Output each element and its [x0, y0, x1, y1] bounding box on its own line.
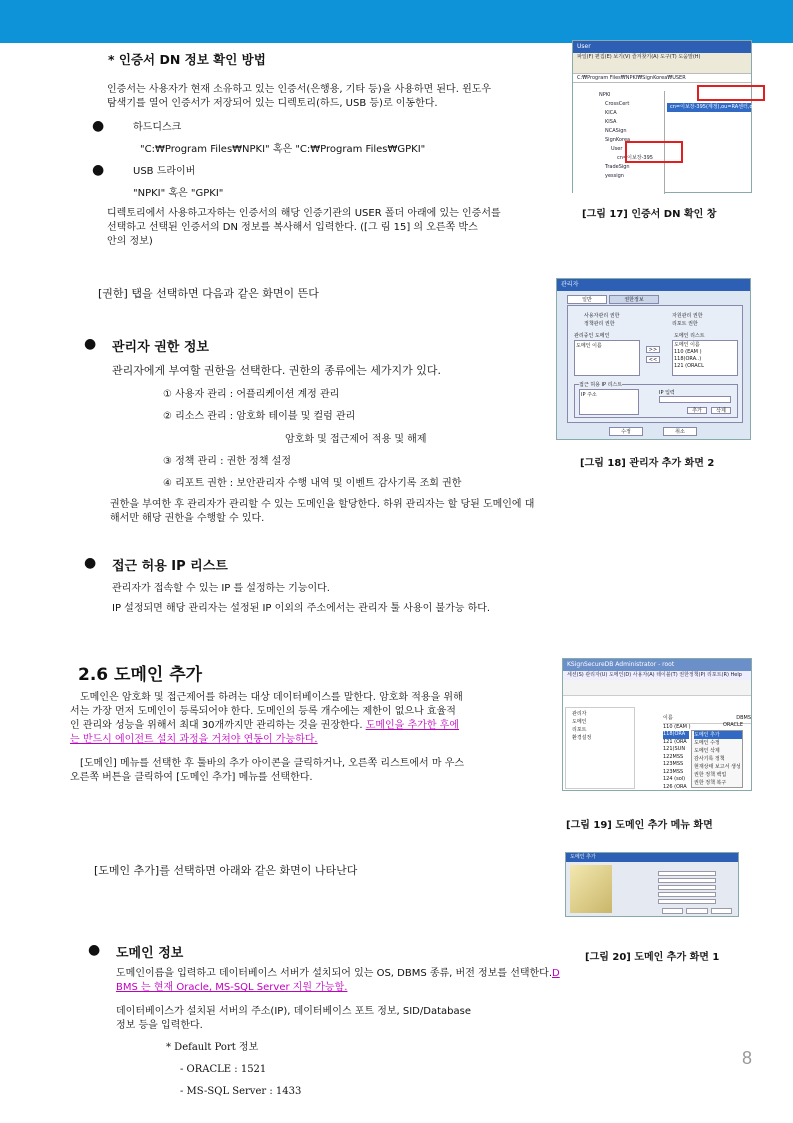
tree-item-admin[interactable]: 관리자	[572, 711, 587, 717]
tab-permission[interactable]: 권한정보	[609, 295, 659, 304]
list-item[interactable]: 110 (EAM )	[674, 349, 702, 355]
bullet-icon: ●	[92, 162, 105, 178]
check-resource-admin[interactable]: 자원관리 권한	[672, 313, 703, 319]
highlight-box	[697, 85, 765, 101]
dialog-illustration	[570, 865, 612, 913]
tree-item: User	[611, 146, 623, 152]
dn-section-title: * 인증서 DN 정보 확인 방법	[108, 52, 266, 67]
dbms-value: ORACLE	[723, 722, 743, 728]
domain-para1-line3-text: 인 관리와 성능을 위해서 최대 30개까지만 관리하는 것을 권장한다.	[70, 720, 363, 731]
tree-item: TradeSign	[605, 164, 630, 170]
table-row[interactable]: 110 (EAM )	[663, 723, 691, 730]
dn-para2-line3: 안의 정보)	[107, 236, 153, 247]
perm-para-line1: 권한을 부여한 후 관리자가 관리할 수 있는 도메인을 할당한다. 하위 관리자는 할 당된 도메인에 대	[110, 499, 535, 510]
perm-item-2: ② 리소스 관리 : 암호화 테이블 및 컬럼 관리	[163, 411, 356, 422]
domain-para1-line1: 도메인은 암호화 및 접근제어를 하려는 대상 데이터베이스를 말한다. 암호화 적용을 위해	[80, 692, 463, 703]
tree-item: NPKI	[599, 92, 611, 98]
tree-item-domain[interactable]: 도메인	[572, 719, 587, 725]
table-row[interactable]: 121(SUN	[663, 746, 686, 752]
dn-para2-line1: 디렉토리에서 사용하고자하는 인증서의 해당 인증기관의 USER 폴더 아래에 있는 인증서를	[107, 208, 501, 219]
dn-item-harddisk: 하드디스크	[133, 122, 182, 133]
managed-domain-list[interactable]	[574, 340, 640, 376]
tree-item-report[interactable]: 리포트	[572, 727, 587, 733]
column-header: 도메인 이름	[576, 343, 602, 349]
bullet-icon: ●	[84, 336, 97, 352]
admin-tab-line: [권한] 탭을 선택하면 다음과 같은 화면이 뜬다	[98, 287, 319, 300]
section-number: 2.6	[78, 665, 109, 685]
dn-item-usb: USB 드라이버	[133, 166, 196, 177]
form-field[interactable]	[658, 878, 716, 883]
toolbar	[563, 680, 751, 696]
dialog-button[interactable]	[711, 908, 732, 914]
modify-button[interactable]: 수정	[609, 427, 643, 436]
table-row[interactable]: 121 (ORA	[663, 738, 687, 745]
ip-input[interactable]	[659, 396, 731, 403]
menu-bar: 세션(S) 관리자(U) 도메인(D) 사용자(A) 테이블(T) 권한정책(P) 리포트(R) Help	[563, 671, 751, 680]
page-number: 8	[742, 1048, 753, 1068]
toolbar	[573, 62, 751, 74]
ctx-delete-domain[interactable]: 도메인 삭제	[694, 748, 720, 754]
figure-18-caption: [그림 18] 관리자 추가 화면 2	[580, 458, 715, 469]
form-field[interactable]	[658, 892, 716, 897]
dominfo-line3: 데이터베이스가 설치된 서버의 주소(IP), 데이터베이스 포트 정보, SID/Database	[116, 1006, 471, 1017]
figure-19-caption: [그림 19] 도메인 추가 메뉴 화면	[566, 820, 713, 831]
dn-item-harddisk-path: "C:₩Program Files₩NPKI" 혹은 "C:₩Program Files₩GPKI"	[140, 144, 426, 155]
ip-line2: IP 설정되면 해당 관리자는 설정된 IP 이외의 주소에서는 관리자 툴 사용이 불가능 하다.	[112, 603, 491, 614]
dn-para1-line1: 인증서는 사용자가 현재 소유하고 있는 인증서(은행용, 기타 등)을 사용하면 된다. 윈도우	[107, 84, 492, 95]
window-title: 관리자	[557, 279, 750, 291]
move-left-button[interactable]: <<	[646, 356, 660, 363]
default-port-mssql: - MS-SQL Server : 1433	[180, 1086, 302, 1097]
selected-file: cn=이보장-395(계정),ou=RA센터,ou=...	[667, 103, 751, 112]
ctx-edit-domain[interactable]: 도메인 수정	[694, 740, 720, 746]
form-field[interactable]	[658, 885, 716, 890]
form-field[interactable]	[658, 899, 716, 904]
ctx-add-domain[interactable]: 도메인 추가	[694, 731, 742, 739]
tree-item: SignKorea	[605, 137, 631, 143]
agent-install-note-cont: 는 반드시 에이전트 설치 과정을 거쳐야 연동이 가능하다.	[70, 734, 318, 745]
col-dbms: DBMS	[736, 715, 751, 721]
add-button[interactable]: 추가	[687, 407, 707, 414]
dominfo-line1	[116, 966, 560, 981]
bullet-icon: ●	[92, 118, 105, 134]
move-right-button[interactable]: >>	[646, 346, 660, 353]
table-row[interactable]: 122MSS	[663, 753, 684, 760]
table-row[interactable]: 124 (sol)	[663, 776, 686, 782]
figure-17-caption: [그림 17] 인증서 DN 확인 창	[582, 209, 717, 220]
tree-item: KICA	[605, 110, 617, 116]
section-title: 도메인 추가	[114, 665, 203, 685]
perm-item-3: ③ 정책 관리 : 권한 정책 설정	[163, 456, 292, 467]
domain-para2-line2: 오른쪽 버튼을 클릭하여 [도메인 추가] 메뉴를 선택한다.	[70, 772, 313, 783]
ip-list-label: 접근 허용 IP 리스트	[579, 382, 623, 388]
bullet-icon: ●	[88, 942, 101, 958]
form-field[interactable]	[658, 871, 716, 876]
domain-para1-line2: 서는 가장 먼저 도메인이 등록되어야 한다. 도메인의 등록 개수에는 제한이 없으나 효율적	[70, 706, 456, 717]
figure-18-admin-dialog-screenshot	[556, 278, 751, 440]
list-item[interactable]: 121 (ORACL	[674, 363, 704, 369]
ip-list[interactable]	[579, 389, 639, 415]
window-title: 도메인 추가	[566, 853, 738, 862]
perm-para-line2: 해서만 해당 권한을 수행할 수 있다.	[110, 513, 265, 524]
check-user-admin[interactable]: 사용자관리 권한	[584, 313, 620, 319]
ctx-audit-policy[interactable]: 감사기록 정책	[694, 756, 725, 762]
dialog-button[interactable]	[686, 908, 707, 914]
list-item[interactable]: 118(ORA..)	[674, 356, 702, 362]
table-row[interactable]: 123MSS	[663, 761, 684, 767]
dominfo-bullet-title: 도메인 정보	[116, 946, 184, 961]
section-heading	[78, 660, 202, 685]
perm-item-1: ① 사용자 관리 : 어플리케이션 계정 관리	[163, 389, 340, 400]
check-policy-admin[interactable]: 정책관리 권한	[584, 321, 615, 327]
figure-19-domain-menu-screenshot	[562, 658, 752, 791]
column-header: 도메인 이름	[674, 342, 700, 348]
window-title: KSignSecureDB Administrator - root	[563, 659, 751, 671]
ctx-status-report[interactable]: 현재상태 보고서 생성	[694, 764, 741, 770]
add-domain-line: [도메인 추가]를 선택하면 아래와 같은 화면이 나타난다	[94, 864, 358, 877]
bullet-icon: ●	[84, 555, 97, 571]
dbms-support-note-cont: BMS 는 현재 Oracle, MS-SQL Server 지원 가능함.	[116, 982, 348, 993]
window-title: User	[573, 41, 751, 53]
default-port-oracle: - ORACLE : 1521	[180, 1064, 267, 1075]
dn-para1-line2: 탐색기를 열어 인증서가 저장되어 있는 디렉토리(하드, USB 등)로 이동한다.	[107, 98, 438, 109]
ip-input-label: IP 입력	[659, 390, 675, 396]
check-report-admin[interactable]: 리포트 권한	[672, 321, 698, 327]
domain-list[interactable]	[672, 340, 738, 376]
ctx-policy-backup[interactable]: 권한 정책 백업	[694, 772, 727, 778]
perm-item-2b: 암호화 및 접근제어 적용 및 해제	[285, 434, 427, 445]
ip-bullet-title: 접근 허용 IP 리스트	[112, 559, 228, 574]
address-bar: C:₩Program Files₩NPKI₩SignKorea₩USER	[573, 74, 751, 83]
cancel-button[interactable]: 취소	[663, 427, 697, 436]
delete-button[interactable]: 삭제	[711, 407, 731, 414]
perm-intro: 관리자에게 부여할 권한을 선택한다. 권한의 종류에는 세가지가 있다.	[112, 364, 441, 377]
managed-domain-label: 관리중인 도메인	[574, 333, 610, 339]
table-row[interactable]: 126 (ORA	[663, 783, 687, 790]
ip-line1: 관리자가 접속할 수 있는 IP 를 설정하는 기능이다.	[112, 583, 330, 594]
tree-item-settings[interactable]: 환경설정	[572, 735, 592, 741]
column-header: IP 주소	[581, 392, 597, 398]
domain-para1-line3	[70, 718, 459, 733]
highlight-box	[625, 141, 683, 163]
agent-install-note: 도메인을 추가한 후에	[365, 720, 459, 731]
default-port-title: * Default Port 정보	[166, 1042, 259, 1053]
tab-general[interactable]: 일반	[567, 295, 607, 304]
menu-bar: 파일(F) 편집(E) 보기(V) 즐겨찾기(A) 도구(T) 도움말(H)	[573, 53, 751, 62]
dbms-support-note: D	[552, 968, 560, 979]
perm-bullet-title: 관리자 권한 정보	[112, 340, 209, 355]
dialog-button[interactable]	[662, 908, 683, 914]
domain-list-label: 도메인 리스트	[674, 333, 705, 339]
col-name: 이름	[663, 715, 673, 721]
perm-item-4: ④ 리포트 권한 : 보안관리자 수행 내역 및 이벤트 감사기록 조회 권한	[163, 478, 462, 489]
tree-item: cn=이보장-395	[617, 155, 653, 161]
dn-para2-line2: 선택하고 선택된 인증서의 DN 정보를 복사해서 입력한다. ([그 림 15] 의 오른쪽 박스	[107, 222, 478, 233]
ctx-policy-restore[interactable]: 권한 정책 복구	[694, 780, 727, 786]
header-bar	[0, 0, 793, 43]
tree-item: NCASign	[605, 128, 627, 134]
tree-item: KISA	[605, 119, 617, 125]
figure-17-explorer-screenshot	[572, 40, 765, 193]
table-row[interactable]: 118(ORA	[663, 731, 689, 739]
dominfo-line1-text: 도메인이름을 입력하고 데이터베이스 서버가 설치되어 있는 OS, DBMS 종류, 버전 정보를 선택한다.	[116, 968, 553, 979]
figure-20-add-domain-screenshot	[565, 852, 739, 917]
figure-20-caption: [그림 20] 도메인 추가 화면 1	[585, 952, 720, 963]
domain-para2-line1: [도메인] 메뉴를 선택한 후 툴바의 추가 아이콘을 클릭하거나, 오른쪽 리스트에서 마 우스	[80, 758, 465, 769]
tree-item: yessign	[605, 173, 624, 179]
table-row[interactable]: 123MSS	[663, 768, 684, 775]
dn-item-usb-path: "NPKI" 혹은 "GPKI"	[133, 188, 224, 199]
dominfo-line4: 정보 등을 입력한다.	[116, 1020, 203, 1031]
tree-item: CrossCert	[605, 101, 630, 107]
